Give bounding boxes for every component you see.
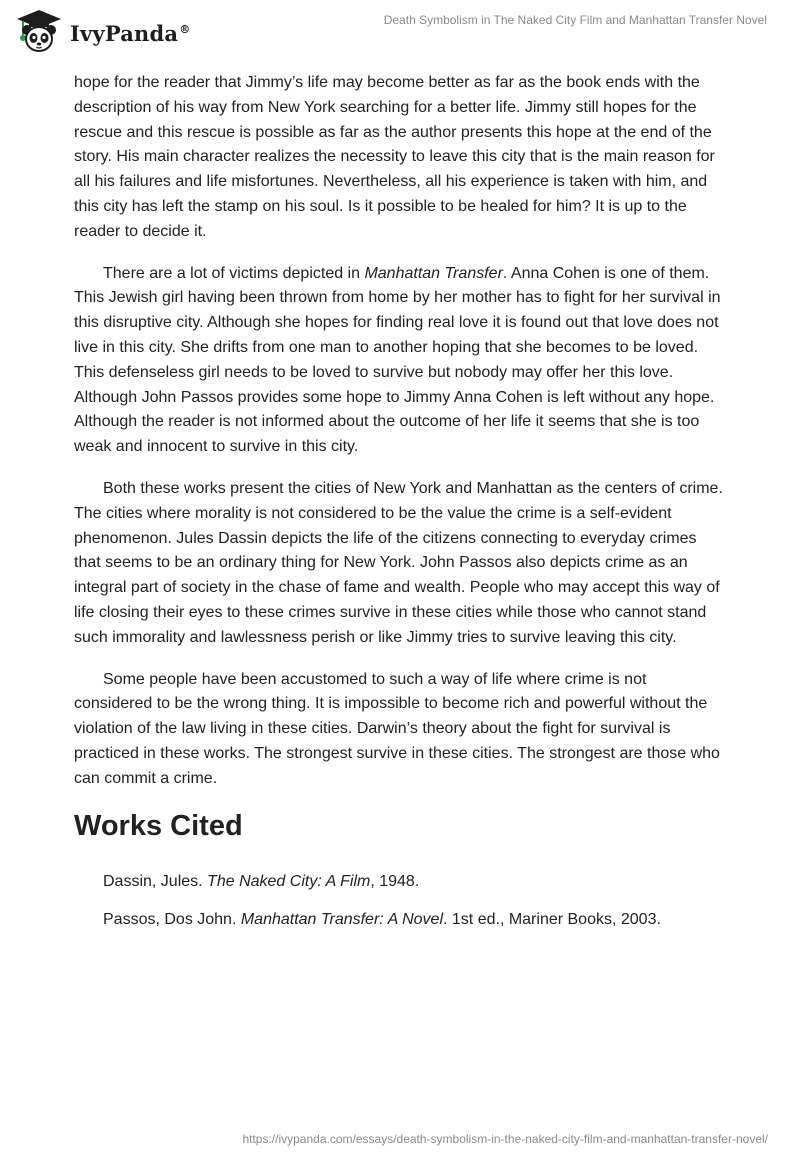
essay-content <box>74 70 726 947</box>
panda-graduate-icon <box>14 8 64 54</box>
brand-logo[interactable] <box>14 8 190 54</box>
paragraph: Both these works present the cities of New York and Manhattan as the centers of crime. The cities where morality is not considered to be the value the crime is a self-evident phenomenon. Jules Dassin depicts the life of the citizens connecting to everyday crimes that seems to be an ordinary thing for New York. John Passos also depicts crime as an integral part of society in the chase of fame and wealth. People who may accept this way of life closing their eyes to these crimes survive in these cities while those who cannot stand such immorality and lawlessness perish or like Jimmy tries to survive leaving this city. <box>74 479 723 646</box>
works-cited-heading: Works Cited <box>74 809 243 842</box>
page-header <box>0 0 800 70</box>
citation-title: The Naked City: A Film <box>207 872 371 890</box>
paragraph: hope for the reader that Jimmy’s life may become better as far as the book ends with the description of his way from New York searching for a better life. Jimmy still hopes for the rescue and this rescue is possible as far as the author presents this hope at the end of the story. His main character realizes the necessity to leave this city that is the main reason for all his failures and life misfortunes. Nevertheless, all his experience is taken with him, and this city has left the stamp on his soul. Is it possible to be healed for him? It is up to the reader to decide it. <box>74 74 715 240</box>
book-title: Manhattan Transfer <box>364 264 503 282</box>
citation-entry: Passos, Dos John. Manhattan Transfer: A Novel. 1st ed., Mariner Books, 2003. <box>103 911 661 929</box>
citation-entry: Dassin, Jules. The Naked City: A Film, 1948. <box>103 872 420 890</box>
citation-title: Manhattan Transfer: A Novel <box>240 911 444 929</box>
document-title: Death Symbolism in The Naked City Film and Manhattan Transfer Novel <box>383 13 767 27</box>
brand-name: IvyPanda® <box>70 20 191 46</box>
paragraph: There are a lot of victims depicted in Manhattan Transfer. Anna Cohen is one of them. This Jewish girl having been thrown from home by her mother has to fight for her survival in this disruptive city. Although she hopes for finding real love it is found out that love does not live in this city. She drifts from one man to another hoping that she becomes to be loved. This defenseless girl needs to be loved to survive but nobody may offer her this love. Although John Passos provides some hope to Jimmy Anna Cohen is left without any hope. Although the reader is not informed about the outcome of her life it seems that she is too weak and innocent to survive in this city. <box>74 264 721 456</box>
source-url[interactable]: https://ivypanda.com/essays/death-symbolism-in-the-naked-city-film-and-manhattan-transfer-novel/ <box>242 1132 768 1146</box>
paragraph: Some people have been accustomed to such a way of life where crime is not considered to be the wrong thing. It is impossible to become rich and powerful without the violation of the law living in these cities. Darwin’s theory about the fight for survival is practiced in these works. The strongest survive in these cities. The strongest are those who can commit a crime. <box>74 670 720 787</box>
